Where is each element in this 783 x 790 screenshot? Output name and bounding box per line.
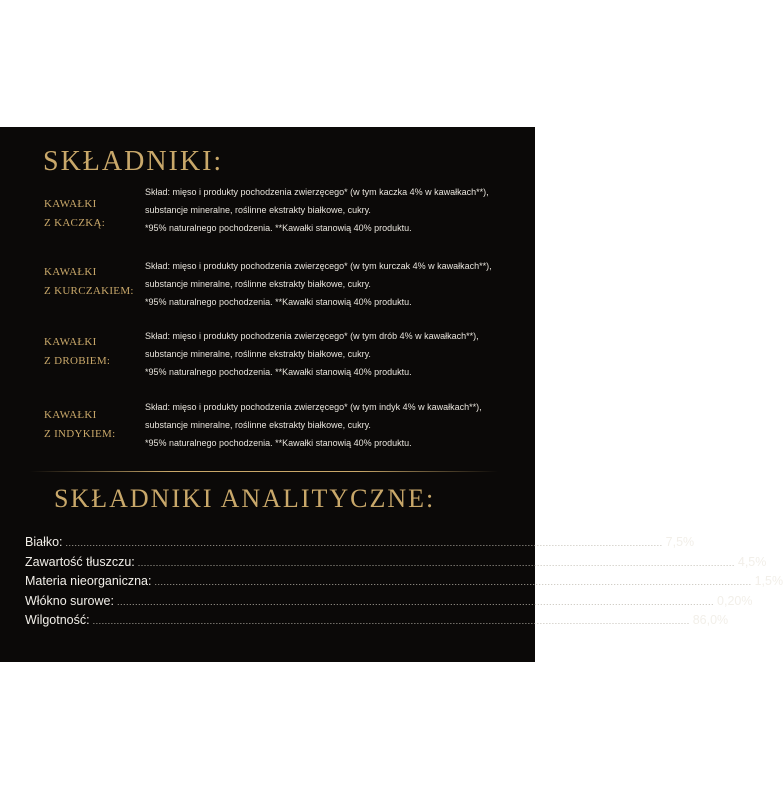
analysis-table [25, 533, 783, 631]
composition-line-2: substancje mineralne, roślinne ekstrakty białkowe, cukry. [145, 205, 371, 215]
dot-leader: ....................................................................................................................................................................................................... [116, 596, 715, 607]
analysis-row-fibre [25, 592, 753, 612]
composition-line-1: Skład: mięso i produkty pochodzenia zwierzęcego* (w tym drób 4% w kawałkach**), [145, 331, 479, 341]
composition-line-3: *95% naturalnego pochodzenia. **Kawałki stanowią 40% produktu. [145, 367, 412, 377]
dot-leader: ....................................................................................................................................................................................................... [92, 616, 690, 627]
ingredient-item-duck [0, 183, 535, 243]
composition-line-2: substancje mineralne, roślinne ekstrakty białkowe, cukry. [145, 349, 371, 359]
ingredient-item-chicken [0, 257, 535, 317]
flavor-line-2: Z INDYKIEM: [44, 428, 116, 440]
composition-line-3: *95% naturalnego pochodzenia. **Kawałki stanowią 40% produktu. [145, 297, 412, 307]
analysis-value: 1,5% [754, 574, 783, 589]
composition-line-1: Skład: mięso i produkty pochodzenia zwierzęcego* (w tym kaczka 4% w kawałkach**), [145, 187, 489, 197]
composition-line-3: *95% naturalnego pochodzenia. **Kawałki stanowią 40% produktu. [145, 223, 412, 233]
dot-leader: ....................................................................................................................................................................................................... [137, 557, 735, 568]
analysis-value: 86,0% [692, 613, 729, 628]
composition-text [145, 327, 525, 381]
flavor-line-1: KAWAŁKI [44, 198, 97, 210]
composition-line-1: Skład: mięso i produkty pochodzenia zwierzęcego* (w tym kurczak 4% w kawałkach**), [145, 261, 492, 271]
analysis-value: 4,5% [737, 554, 767, 569]
analysis-label: Zawartość tłuszczu: [25, 554, 135, 569]
analysis-row-ash [25, 572, 783, 592]
flavor-line-2: Z KURCZAKIEM: [44, 285, 134, 297]
composition-line-3: *95% naturalnego pochodzenia. **Kawałki stanowią 40% produktu. [145, 438, 412, 448]
composition-line-2: substancje mineralne, roślinne ekstrakty białkowe, cukry. [145, 420, 371, 430]
composition-line-1: Skład: mięso i produkty pochodzenia zwierzęcego* (w tym indyk 4% w kawałkach**), [145, 402, 482, 412]
dot-leader: ....................................................................................................................................................................................................... [154, 577, 752, 588]
analysis-row-moisture [25, 611, 729, 631]
ingredient-item-turkey [0, 398, 535, 458]
flavor-line-1: KAWAŁKI [44, 336, 97, 348]
flavor-line-1: KAWAŁKI [44, 266, 97, 278]
ingredients-title: SKŁADNIKI: [43, 146, 224, 177]
analysis-value: 0,20% [717, 593, 753, 608]
analysis-label: Włókno surowe: [25, 593, 114, 608]
dot-leader: ....................................................................................................................................................................................................... [65, 538, 663, 548]
analysis-label: Białko: [25, 535, 63, 549]
analysis-row-protein [25, 533, 695, 553]
composition-text [145, 183, 525, 237]
flavor-label [44, 406, 144, 444]
composition-text [145, 398, 525, 452]
flavor-line-1: KAWAŁKI [44, 409, 97, 421]
ingredient-item-poultry [0, 327, 535, 387]
composition-text [145, 257, 525, 311]
flavor-label [44, 263, 144, 301]
analysis-label: Wilgotność: [25, 613, 90, 628]
analysis-value: 7,5% [665, 535, 695, 549]
gold-divider [30, 471, 498, 472]
flavor-label [44, 195, 144, 233]
flavor-line-2: Z DROBIEM: [44, 355, 111, 367]
analysis-row-fat [25, 553, 767, 573]
analysis-title: SKŁADNIKI ANALITYCZNE: [54, 484, 436, 513]
composition-line-2: substancje mineralne, roślinne ekstrakty białkowe, cukry. [145, 279, 371, 289]
flavor-label [44, 333, 144, 371]
analysis-label: Materia nieorganiczna: [25, 574, 152, 589]
flavor-line-2: Z KACZKĄ: [44, 217, 106, 229]
